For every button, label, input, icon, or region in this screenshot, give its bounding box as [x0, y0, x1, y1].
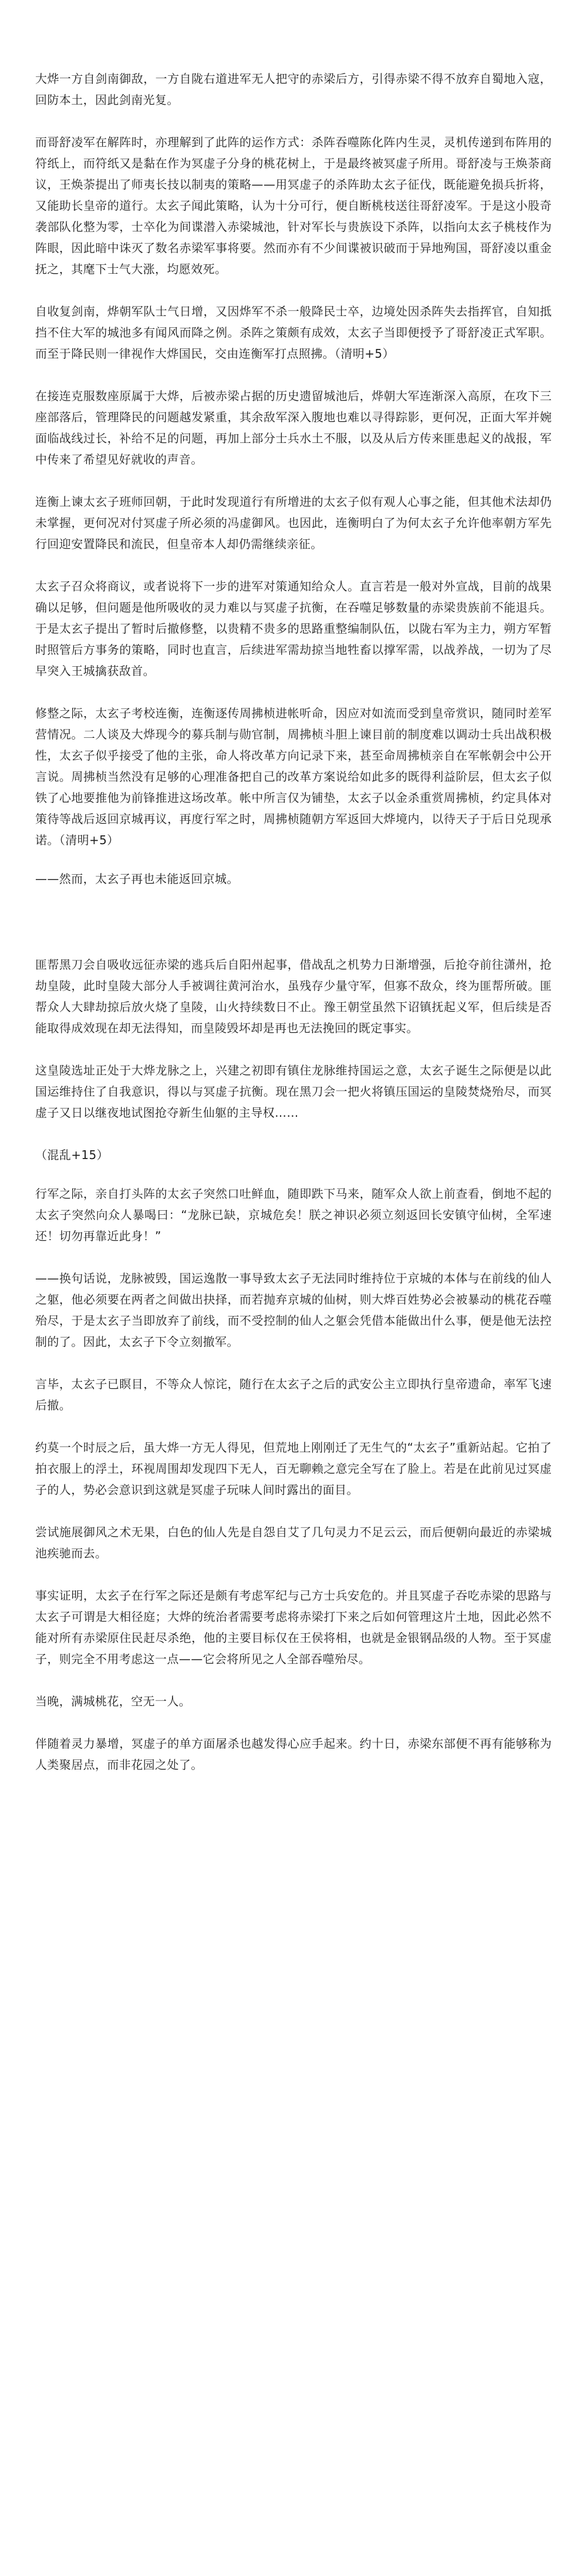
paragraph-morale-rise: 自收复剑南，烨朝军队士气日增，又因烨军不杀一般降民士卒，边境处因杀阵失去指挥官，自知抵挡不住大军的城池多有闻风而降之例。杀阵之策颇有成效，太玄子当即便授予了哥舒凌正式军职。而至于降民则一律视作大烨国民，交由连衡军打点照拂。（清明+5） [35, 304, 552, 361]
paragraph-lianheng-petition: 连衡上谏太玄子班师回朝，于此时发现道行有所增进的太玄子似有观人心事之能，但其他术法却仍未掌握，更何况对付冥虚子所必须的冯虚御风。也因此，连衡明白了为何太玄子允许他率朝方军先行回迎安置降民和流民，但皇帝本人却仍需继续亲征。 [35, 495, 552, 551]
paragraph-rush-to-city: 尝试施展御风之术无果，白色的仙人先是自怨自艾了几句灵力不足云云，而后便朝向最近的赤梁城池疾驰而去。 [35, 1525, 552, 1560]
separator-line: ——然而，太玄子再也未能返回京城。 [35, 872, 239, 886]
paragraph-plateau-campaign: 在接连克服数座原属于大烨，后被赤梁占据的历史遗留城池后，烨朝大军连渐深入高原，在攻下三座部落后，管理降民的问题越发紧重，其余敌军深入腹地也难以寻得踪影，更何况，正面大军并婉面临战线过长，补给不足的问题，再加上部分士兵水土不服，以及从后方传来匪患起义的战报，军中传来了希望见好就收的声音。 [35, 389, 552, 466]
paragraph-zhou-fuzhen-reform: 修整之际，太玄子考校连衡，连衡逐传周拂桢进帐听命，因应对如流而受到皇帝赏识，随同时差军营情况。二人谈及大烨现今的募兵制与勋官制，周拂桢斗胆上谏目前的制度难以调动士兵出战积极性，太玄子似乎接受了他的主张，命人将改革方向记录下来，甚至命周拂桢亲自在军帐朝会中公开言说。周拂桢当然没有足够的心理准备把自己的改革方案说给如此多的既得利益阶层，但太玄子似铁了心地要推他为前锋推进这场改革。帐中所言仅为铺垫，太玄子以金杀重赏周拂桢，约定具体对策待等战后返回京城再议，再度行军之时，周拂桢随朝方军返回大烨境内，以待天子于后日兑现承诺。（清明+5） [35, 706, 552, 847]
paragraph-counterattack: 大烨一方自剑南御敌，一方自陇右道进军无人把守的赤梁后方，引得赤梁不得不放弃自蜀地入寇，回防本土，因此剑南光复。 [35, 72, 552, 107]
paragraph-dragon-vein: 这皇陵选址正处于大烨龙脉之上，兴建之初即有镇住龙脉维持国运之意，太玄子诞生之际便是以此国运维持住了自我意识，得以与冥虚子抗衡。现在黑刀会一把火将镇压国运的皇陵焚烧殆尽，而冥虚子又日以继夜地试图抢夺新生仙躯的主导权…… [35, 1063, 552, 1120]
paragraph-ten-days: 伴随着灵力暴增，冥虚子的单方面屠杀也越发得心应手起来。约十日，赤梁东部便不再有能够称为人类聚居点，而非花园之处了。 [35, 1737, 552, 1772]
paragraph-body-awakens: 约莫一个时辰之后，虽大烨一方无人得见，但荒地上刚刚迁了无生气的“太玄子”重新站起。它拍了拍衣服上的浮土，环视周围却发现四下无人，百无聊赖之意完全写在了脸上。若是在此前见过冥虚子的人，势必会意识到这就是冥虚子玩味人间时露出的面目。 [35, 1440, 552, 1497]
paragraph-contrast-strategies: 事实证明，太玄子在行军之际还是颇有考虑军纪与己方士兵安危的。并且冥虚子吞吃赤梁的思路与太玄子可谓是大相径庭；大烨的统治者需要考虑将赤梁打下来之后如何管理这片土地，因此必然不能对所有赤梁原住民赶尽杀绝，他的主要目标仅在王侯将相，也就是金银钢品级的人物。至于冥虚子，则完全不用考虑这一点——它会将所见之人全部吞噬殆尽。 [35, 1588, 552, 1666]
paragraph-choice-explained: ——换句话说，龙脉被毁，国运逸散一事导致太玄子无法同时维持位于京城的本体与在前线的仙人之躯，他必须要在两者之间做出抉择，而若抛弃京城的仙树，则大烨百姓势必会被暴动的桃花吞噬殆尽，于是太玄子当即放弃了前线，而不受控制的仙人之躯会凭借本能做出什么事，便是他无法控制的了。因此，太玄子下令立刻撤军。 [35, 1271, 552, 1349]
paragraph-empty-city: 当晚，满城桃花，空无一人。 [35, 1694, 191, 1708]
paragraph-killing-array-strategy: 而哥舒凌军在解阵时，亦理解到了此阵的运作方式：杀阵吞噬陈化阵内生灵，灵机传递到布阵用的符纸上，而符纸又是黏在作为冥虚子分身的桃花树上，于是最终被冥虚子所用。哥舒凌与王焕荼商议，王焕荼提出了师夷长技以制夷的策略——用冥虚子的杀阵助太玄子征伐，既能避免损兵折将，又能助长皇帝的道行。太玄子闻此策略，认为十分可行，便自断桃枝送往哥舒凌军。于是这小股奇袭部队化整为零，士卒化为间谍潜入赤梁城池，针对军长与贵族设下杀阵，以指向太玄子桃枝作为阵眼，因此暗中诛灭了数名赤梁军事将要。然而亦有不少间谍被识破而于异地殉国，哥舒凌以重金抚之，其麾下士气大涨，均愿效死。 [35, 135, 552, 276]
paragraph-black-blade-society: 匪帮黑刀会自吸收远征赤梁的逃兵后自阳州起事，借战乱之机势力日渐增强，后抢夺前往潇州，抢劫皇陵，此时皇陵大部分人手被调往黄河治水，虽残存少量守军，但寡不敌众，终为匪帮所破。匪帮众人大肆劫掠后放火烧了皇陵，山火持续数日不止。豫王朝堂虽然下诏镇抚起义军，但后续是否能取得成效现在却无法得知，而皇陵毁坏却是再也无法挽回的既定事实。 [35, 958, 552, 1035]
paragraph-retreat-order: 言毕，太玄子已瞑目，不等众人惊诧，随行在太玄子之后的武安公主立即执行皇帝遗命，率军飞速后撤。 [35, 1377, 552, 1412]
paragraph-emperor-collapse: 行军之际，亲自打头阵的太玄子突然口吐鲜血，随即跌下马来，随军众人欲上前查看，倒地不起的太玄子突然向众人暴喝曰：“龙脉已缺，京城危矣！朕之神识必须立刻返回长安镇守仙树，全军速还！切勿再靠近此身！” [35, 1187, 552, 1243]
paragraph-council-of-war: 太玄子召众将商议，或者说将下一步的进军对策通知给众人。直言若是一般对外宣战，目前的战果确以足够，但问题是他所吸收的灵力难以与冥虚子抗衡，在吞噬足够数量的赤梁贵族前不能退兵。于是太玄子提出了暂时后撤修整，以贵精不贵多的思路重整编制队伍，以陇右军为主力，朔方军暂时照管后方事务的策略，同时也直言，后续进军需劫掠当地牲畜以撑军需，以战养战，一切为了尽早突入王城擒获敌首。 [35, 579, 552, 678]
stat-marker: （混乱+15） [35, 1148, 109, 1162]
